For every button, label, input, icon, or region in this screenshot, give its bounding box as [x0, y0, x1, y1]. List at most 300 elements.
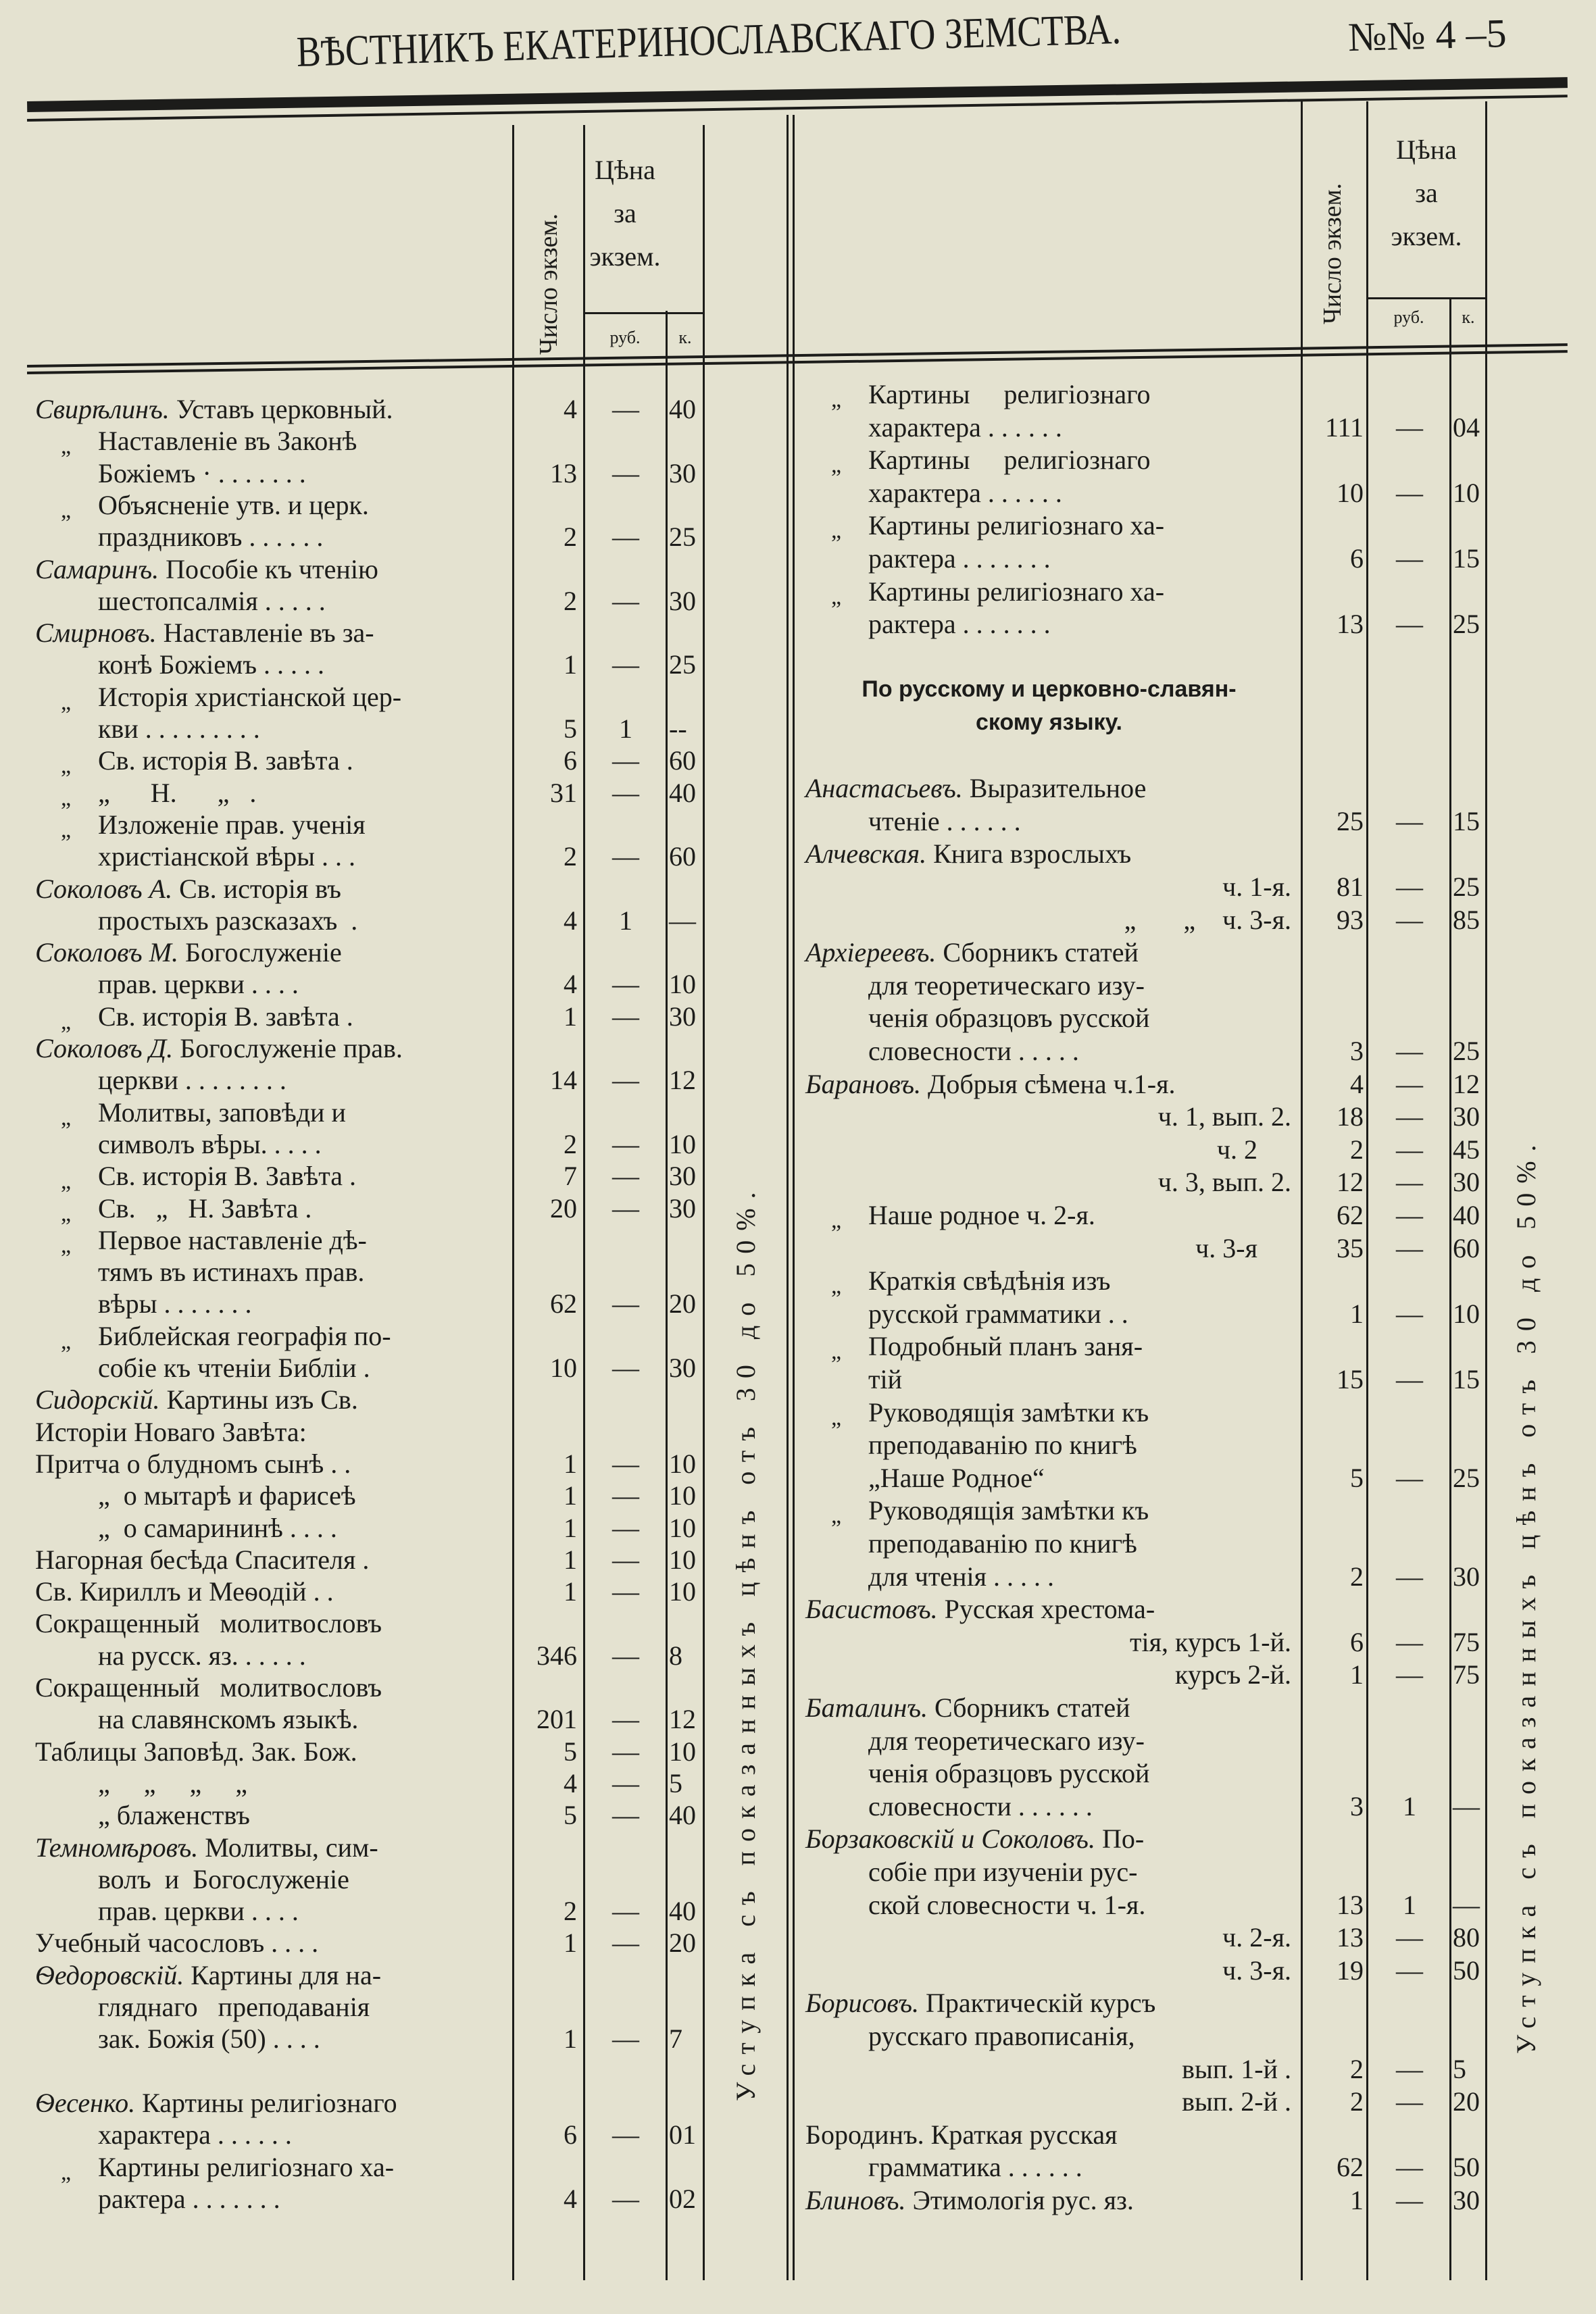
price-header-line: за	[1415, 178, 1438, 208]
entry-line	[805, 1068, 1176, 1100]
entry-text: вып. 2-й .	[1182, 2086, 1291, 2117]
entry-line	[35, 936, 342, 968]
price-kopecks: 10	[669, 1544, 696, 1575]
rub-column-header: руб.	[609, 328, 641, 347]
price-rubles: —	[612, 777, 639, 808]
entry-text: символъ вѣры. . . . .	[98, 1128, 322, 1159]
entry-text: тій	[868, 1364, 902, 1394]
entry-text: грамматика . . . . . .	[868, 2152, 1082, 2183]
entry-line	[805, 838, 1131, 870]
entry-text: Наставленіе въ за-	[163, 618, 374, 649]
entry-text: словесности . . . . .	[868, 1036, 1079, 1066]
entry-text: гляднаго преподаванія	[98, 1992, 370, 2022]
price-rubles: —	[1396, 1955, 1423, 1986]
entry-line	[797, 1659, 1291, 1690]
ditto-mark: „	[61, 817, 72, 842]
price-rubles: —	[612, 1161, 639, 1192]
ditto-mark: „	[831, 518, 842, 544]
copies-count: 18	[1337, 1101, 1364, 1132]
entry-line	[61, 1097, 346, 1130]
entry-line	[98, 1895, 299, 1927]
price-column-header	[1368, 128, 1485, 258]
author-name: Ѳедоровскій.	[35, 1959, 184, 1990]
price-kopecks: 12	[1453, 1068, 1480, 1099]
entry-text: Сборникъ статей	[943, 937, 1139, 968]
price-kopecks: 04	[1453, 411, 1480, 443]
entry-text: Подробный планъ заня-	[868, 1331, 1143, 1362]
price-rubles: —	[612, 1448, 639, 1479]
price-kopecks: 45	[1453, 1134, 1480, 1165]
entry-text: для теоретическаго изу-	[868, 1725, 1145, 1756]
price-kopecks: 10	[669, 1480, 696, 1511]
entry-line	[868, 1561, 1054, 1592]
entry-text: Св. исторія В. Завѣта .	[98, 1161, 356, 1192]
entry-text: рактера . . . . . . .	[98, 2183, 280, 2214]
copies-count: 12	[1337, 1167, 1364, 1198]
price-kopecks: 10	[669, 1736, 696, 1767]
price-kopecks: 75	[1453, 1626, 1480, 1657]
column-divider	[787, 115, 789, 2280]
ditto-mark: „	[831, 1274, 842, 1299]
entry-text: прав. церкви . . . .	[98, 1896, 299, 1927]
price-kopecks: 50	[1453, 2152, 1480, 2183]
copies-count: 1	[1350, 2185, 1364, 2215]
author-name: Блиновъ.	[805, 2185, 906, 2215]
copies-count: 5	[564, 1736, 577, 1767]
entry-line	[35, 1544, 369, 1576]
copies-count: 4	[564, 969, 577, 1000]
entry-text: зак. Божія (50) . . . .	[98, 2023, 320, 2055]
entry-line	[797, 2086, 1291, 2117]
entry-line	[98, 1288, 251, 1319]
price-kopecks: 30	[1453, 2185, 1480, 2215]
copies-count: 13	[1337, 1922, 1364, 1953]
price-rubles: —	[612, 1767, 639, 1799]
entry-line	[98, 1256, 364, 1288]
entry-line	[35, 873, 341, 905]
price-kopecks: 10	[669, 1128, 696, 1159]
copies-count: 2	[564, 585, 577, 616]
journal-title: ВѢСТНИКЪ ЕКАТЕРИНОСЛАВСКАГО ЗЕМСТВА.	[295, 4, 1122, 76]
price-kopecks: 10	[669, 1512, 696, 1543]
price-kopecks: 12	[669, 1065, 696, 1096]
entry-text: ч. 2-я.	[1222, 1922, 1291, 1953]
price-rubles: —	[612, 1001, 639, 1032]
entry-text: Краткія свѣдѣнія изъ	[868, 1265, 1111, 1297]
copies-count: 19	[1337, 1955, 1364, 1986]
ditto-mark: „	[61, 1201, 72, 1226]
entry-line	[868, 1889, 1145, 1921]
entry-line	[868, 1363, 902, 1395]
entry-text: Добрыя сѣмена ч.1-я.	[928, 1068, 1176, 1099]
entry-line	[797, 1134, 1291, 1165]
entry-line	[797, 2053, 1291, 2085]
entry-text: характера . . . . . .	[98, 2119, 292, 2150]
price-rubles: —	[612, 522, 639, 553]
entry-text: преподаванію по книгѣ	[868, 1430, 1137, 1461]
copies-count: 5	[564, 713, 577, 744]
entry-text: Исторія христіанской цер-	[98, 681, 402, 712]
price-rubles: —	[1396, 1200, 1423, 1230]
entry-line	[868, 2020, 1134, 2052]
entry-line	[98, 585, 326, 617]
entry-text: Практическій курсъ	[925, 1988, 1156, 2019]
entry-text: ч. 3, вып. 2.	[1157, 1167, 1291, 1198]
entry-line	[868, 1856, 1138, 1888]
column-divider	[512, 125, 514, 2280]
entry-text: Богослуженіе	[185, 937, 342, 968]
price-kopecks: 15	[1453, 1364, 1480, 1394]
copies-count: 1	[564, 1928, 577, 1959]
entry-line	[805, 1987, 1155, 2019]
entry-text: ч. 1-я.	[1222, 872, 1291, 902]
copies-count: 1	[1350, 1659, 1364, 1690]
entry-line	[98, 840, 355, 872]
entry-text: Притча о блудномъ сынѣ . .	[35, 1448, 351, 1479]
entry-text: Св. исторія В. завѣта .	[98, 745, 353, 776]
price-header-line: за	[614, 198, 637, 228]
price-rubles: —	[612, 745, 639, 776]
price-rubles: —	[612, 1704, 639, 1735]
price-rubles: —	[1396, 1134, 1423, 1165]
ditto-mark: „	[831, 1339, 842, 1365]
price-rubles: —	[612, 1512, 639, 1543]
price-kopecks: 60	[669, 841, 696, 872]
kop-column-header: к.	[1462, 307, 1475, 327]
entry-line	[868, 1725, 1145, 1757]
issue-number: №№ 4 –5	[1347, 10, 1507, 60]
entry-text: преподаванію по книгѣ	[868, 1528, 1137, 1559]
copies-count: 2	[564, 841, 577, 872]
entry-text: Св. исторія въ	[179, 873, 341, 904]
ditto-mark: „	[61, 1328, 72, 1354]
entry-text: рактера . . . . . . .	[868, 609, 1051, 640]
entry-line	[868, 2151, 1082, 2183]
copies-count: 201	[537, 1704, 577, 1735]
price-rubles: —	[1396, 872, 1423, 902]
entry-line	[35, 1384, 358, 1415]
copies-count: 6	[564, 2119, 577, 2150]
entry-text: прав. церкви . . . .	[98, 969, 299, 1000]
copies-count: 25	[1337, 805, 1364, 836]
copies-count: 1	[564, 1448, 577, 1479]
price-kopecks: 30	[1453, 1167, 1480, 1198]
copies-count: 20	[550, 1192, 577, 1224]
entry-text: Объясненіе утв. и церк.	[98, 489, 369, 520]
entry-text: Сборникъ статей	[934, 1692, 1130, 1723]
entry-text: на русск. яз. . . . . .	[98, 1640, 306, 1671]
entry-text: Молитвы, сим-	[205, 1832, 378, 1863]
price-rubles: —	[612, 1896, 639, 1927]
price-kopecks: 30	[669, 585, 696, 616]
count-column-header: Число экзем.	[534, 213, 563, 355]
entry-text: курсъ 2-й.	[1174, 1659, 1291, 1690]
copies-count: 1	[564, 1512, 577, 1543]
price-kopecks: 30	[669, 1353, 696, 1383]
copies-count: 6	[564, 745, 577, 776]
copies-count: 10	[1337, 477, 1364, 508]
price-kopecks: 30	[669, 457, 696, 488]
ditto-mark: „	[61, 2159, 72, 2185]
entry-line	[35, 1832, 378, 1863]
entry-line	[61, 809, 366, 842]
entry-line	[98, 1863, 349, 1895]
entry-text: волъ и Богослуженіе	[98, 1863, 349, 1894]
price-rubles: —	[1396, 543, 1423, 574]
entry-line	[868, 1002, 1149, 1034]
entry-line	[35, 2087, 397, 2119]
price-rubles: —	[612, 1192, 639, 1224]
entry-line	[98, 457, 306, 489]
copies-count: 1	[1350, 1298, 1364, 1329]
price-rubles: 1	[619, 713, 632, 744]
author-name: Анастасьевъ.	[805, 773, 963, 804]
entry-line	[868, 1035, 1079, 1067]
copies-count: 13	[1337, 609, 1364, 640]
entry-line	[61, 2151, 395, 2185]
price-column-header	[585, 149, 665, 278]
copies-count: 1	[564, 1480, 577, 1511]
price-kopecks: 30	[1453, 1561, 1480, 1592]
price-kopecks: 85	[1453, 904, 1480, 935]
author-name: Соколовъ А.	[35, 873, 173, 904]
price-rubles: —	[612, 649, 639, 680]
price-rubles: —	[1396, 2152, 1423, 2183]
entry-text: „ „ ч. 3-я.	[1124, 904, 1291, 935]
price-subrule	[585, 312, 703, 314]
copies-count: 81	[1337, 872, 1364, 902]
price-kopecks: —	[669, 905, 696, 936]
price-rubles: —	[1396, 1626, 1423, 1657]
entry-text: Пособіе къ чтенію	[166, 553, 378, 584]
entry-line	[98, 2023, 320, 2055]
entry-text: словесности . . . . . .	[868, 1790, 1093, 1821]
author-name: Алчевская.	[805, 838, 927, 870]
ditto-mark: „	[61, 1169, 72, 1194]
price-rubles: 1	[1403, 1889, 1416, 1920]
price-rubles: —	[1396, 477, 1423, 508]
price-kopecks: 60	[669, 745, 696, 776]
price-rubles: —	[1396, 2053, 1423, 2084]
section-heading: По русскому и церковно-славян-	[862, 676, 1237, 703]
ditto-mark: „	[831, 387, 842, 412]
entry-line	[831, 576, 1165, 609]
entry-line	[797, 1921, 1291, 1953]
entry-text: „ блаженствъ	[98, 1800, 250, 1831]
entry-line	[831, 1494, 1149, 1529]
entry-line	[868, 543, 1051, 574]
entry-text: ч. 2	[1216, 1134, 1291, 1165]
entry-line	[831, 509, 1165, 544]
price-rubles: —	[1396, 1298, 1423, 1329]
price-rubles: —	[1396, 904, 1423, 935]
ditto-mark: „	[61, 497, 72, 523]
entry-line	[797, 1101, 1291, 1132]
copies-count: 2	[564, 1128, 577, 1159]
copies-count: 2	[1350, 2053, 1364, 2084]
price-kopecks: 10	[669, 1448, 696, 1479]
price-kopecks: 8	[669, 1640, 682, 1671]
price-kopecks: --	[669, 713, 687, 744]
price-kopecks: 01	[669, 2119, 696, 2150]
entry-line	[61, 681, 402, 715]
rub-column-header: руб.	[1393, 307, 1424, 327]
author-name: Самаринъ.	[35, 553, 159, 584]
copies-count: 62	[1337, 1200, 1364, 1230]
ditto-mark: „	[61, 753, 72, 779]
copies-count: 4	[564, 2183, 577, 2214]
copies-count: 7	[564, 1161, 577, 1192]
entry-line	[868, 1528, 1137, 1559]
price-rubles: —	[612, 394, 639, 424]
copies-count: 15	[1337, 1364, 1364, 1394]
section-heading: скому языку.	[975, 709, 1122, 735]
copies-count: 4	[1350, 1068, 1364, 1099]
discount-note: Уступка съ показанныхъ цѣнъ отъ 30 до 50%.	[730, 1182, 761, 2101]
price-rubles: —	[612, 2023, 639, 2055]
entry-line	[805, 2119, 1117, 2150]
kop-column-header: к.	[678, 328, 692, 347]
entry-line	[35, 617, 374, 649]
entry-text: тямъ въ истинахъ прав.	[98, 1257, 365, 1288]
entry-line	[831, 1397, 1149, 1430]
author-name: Смирновъ.	[35, 618, 157, 649]
entry-text: ченія образцовъ русской	[868, 1003, 1150, 1034]
price-rubles: —	[1396, 1462, 1423, 1493]
price-kopecks: 20	[669, 1288, 696, 1319]
entry-text: шестопсалмія . . . . .	[98, 585, 326, 616]
price-kopecks: 75	[1453, 1659, 1480, 1690]
price-rubles: —	[612, 457, 639, 488]
copies-count: 13	[1337, 1889, 1364, 1920]
ditto-mark: „	[61, 785, 72, 811]
price-rubles: —	[612, 1736, 639, 1767]
entry-line	[805, 2184, 1134, 2216]
entry-text: Библейская географія по-	[98, 1320, 391, 1351]
ditto-mark: „	[831, 453, 842, 478]
entry-line	[868, 1462, 1045, 1494]
price-kopecks: 30	[669, 1192, 696, 1224]
entry-text: „ Н. „ .	[98, 777, 257, 808]
entry-line	[35, 1032, 403, 1064]
entry-line	[868, 1757, 1149, 1789]
count-column-header: Число экзем.	[1318, 182, 1347, 324]
entry-text: характера . . . . . .	[868, 411, 1062, 443]
price-kopecks: 10	[1453, 1298, 1480, 1329]
copies-count: 2	[1350, 1134, 1364, 1165]
price-rubles: 1	[1403, 1790, 1416, 1821]
entry-text: Нагорная бесѣда Спасителя .	[35, 1544, 370, 1575]
entry-text: Картины изъ Св.	[166, 1384, 358, 1415]
ditto-mark: „	[61, 1105, 72, 1130]
author-name: Соколовъ Д.	[35, 1033, 174, 1063]
entry-text: Сокращенный молитвословъ	[35, 1672, 382, 1703]
price-kopecks: 02	[669, 2183, 696, 2214]
copies-count: 62	[550, 1288, 577, 1319]
entry-line	[805, 1823, 1144, 1855]
price-kopecks: 7	[669, 2023, 682, 2055]
price-rubles: —	[612, 1128, 639, 1159]
copies-count: 1	[564, 1576, 577, 1607]
entry-line	[35, 1959, 381, 1991]
author-name: Баталинъ.	[805, 1692, 928, 1723]
price-rubles: —	[1396, 609, 1423, 640]
copies-count: 6	[1350, 1626, 1364, 1657]
entry-text: вып. 1-й .	[1182, 2053, 1291, 2084]
entry-text: Картины для на-	[191, 1959, 382, 1990]
price-rubles: —	[612, 1544, 639, 1575]
entry-line	[98, 521, 323, 553]
copies-count: 14	[550, 1065, 577, 1096]
entry-text: рактера . . . . . . .	[868, 543, 1051, 574]
price-rubles: —	[612, 1928, 639, 1959]
entry-line	[98, 1767, 247, 1799]
entry-text: чтеніе . . . . . .	[868, 805, 1021, 836]
copies-count: 1	[564, 2023, 577, 2055]
price-kopecks: 40	[1453, 1200, 1480, 1230]
entry-text: Книга взрослыхъ	[933, 838, 1132, 870]
copies-count: 35	[1337, 1232, 1364, 1263]
entry-line	[61, 745, 353, 779]
price-rubles: —	[612, 1576, 639, 1607]
entry-text: русской грамматики . .	[868, 1298, 1128, 1329]
entry-line	[61, 1001, 353, 1034]
column-divider	[666, 311, 668, 2280]
price-rubles: —	[1396, 2086, 1423, 2117]
entry-line	[98, 2183, 280, 2215]
price-rubles: —	[1396, 411, 1423, 443]
price-kopecks: 10	[1453, 477, 1480, 508]
entry-line	[61, 1160, 356, 1194]
price-kopecks: 12	[669, 1704, 696, 1735]
copies-count: 1	[564, 1001, 577, 1032]
entry-text: Наше родное ч. 2-я.	[868, 1200, 1095, 1230]
entry-text: Русская хрестома-	[944, 1594, 1155, 1625]
entry-text: характера . . . . . .	[868, 477, 1062, 508]
entry-line	[831, 1199, 1095, 1233]
price-kopecks: 25	[1453, 1462, 1480, 1493]
entry-text: Картины религіознаго ха-	[98, 2151, 395, 2182]
copies-count: 13	[550, 457, 577, 488]
price-rubles: —	[612, 2119, 639, 2150]
author-name: Свирѣлинъ.	[35, 394, 170, 424]
copies-count: 2	[564, 522, 577, 553]
price-kopecks: 25	[1453, 1036, 1480, 1066]
price-rubles: —	[612, 1065, 639, 1096]
price-rubles: —	[1396, 1036, 1423, 1066]
price-kopecks: 40	[669, 777, 696, 808]
price-header-line: Цѣна	[595, 155, 655, 185]
entry-line	[868, 608, 1051, 640]
entry-line	[805, 936, 1139, 968]
entry-line	[61, 425, 357, 459]
price-kopecks: 30	[669, 1001, 696, 1032]
price-rubles: —	[1396, 1922, 1423, 1953]
entry-text: праздниковъ . . . . . .	[98, 522, 324, 553]
entry-line	[805, 1593, 1155, 1625]
column-divider	[1301, 101, 1303, 2280]
copies-count: 3	[1350, 1036, 1364, 1066]
column-divider	[583, 125, 585, 2280]
price-kopecks: 10	[669, 969, 696, 1000]
entry-line	[35, 1416, 307, 1448]
price-kopecks: 25	[1453, 872, 1480, 902]
entry-line	[98, 1703, 358, 1735]
entry-line	[98, 1128, 322, 1160]
author-name: Темномѣровъ.	[35, 1832, 199, 1863]
copies-count: 1	[564, 649, 577, 680]
entry-line	[805, 772, 1146, 804]
